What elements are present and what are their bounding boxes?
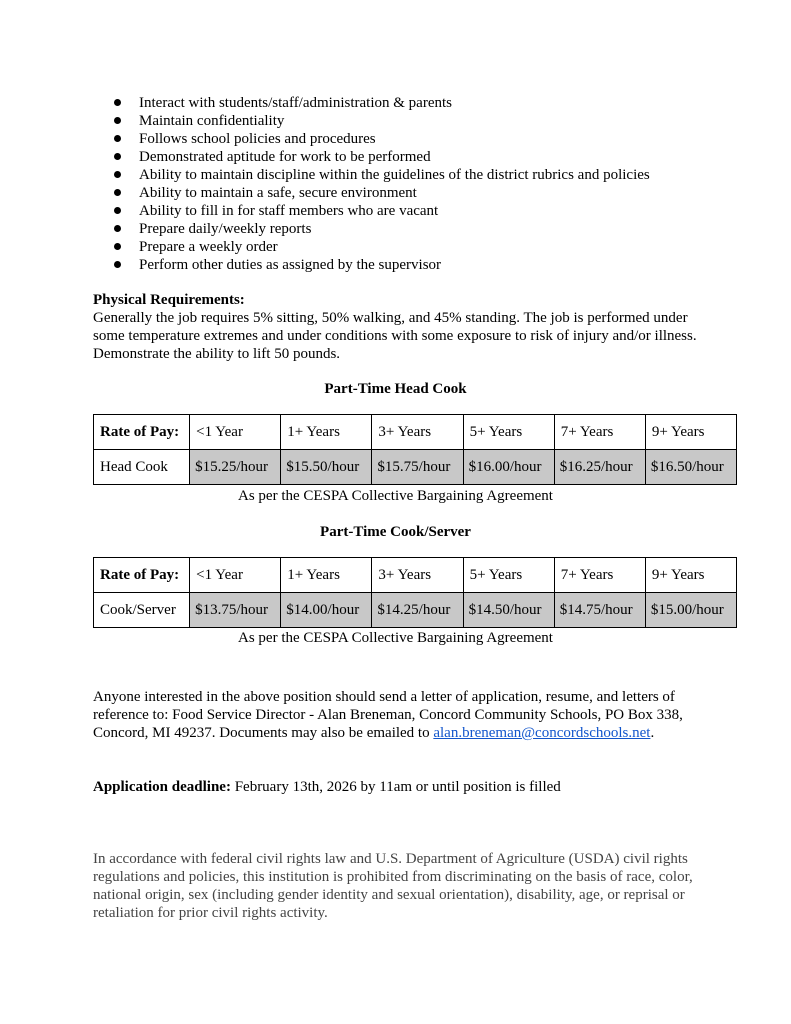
list-item: Follows school policies and procedures bbox=[114, 130, 650, 148]
table-cell: $13.75/hour bbox=[190, 593, 281, 628]
civil-rights-statement: In accordance with federal civil rights law and U.S. Department of Agriculture (USDA) civil rights regulations and policies, this institution is prohibited from discriminating on the basis of race, color, national origin, sex (including gender identity and sexual orientation), disability, age, or reprisal or retaliation for prior civil rights activity. bbox=[93, 851, 693, 921]
deadline-label: Application deadline: bbox=[93, 779, 231, 795]
table-cell: $15.25/hour bbox=[190, 450, 281, 485]
table-cell: $15.50/hour bbox=[281, 450, 372, 485]
list-item: Prepare a weekly order bbox=[114, 238, 650, 256]
physical-requirements-heading: Physical Requirements: bbox=[93, 292, 245, 308]
bullet-icon bbox=[114, 153, 121, 160]
table-cell: 7+ Years bbox=[554, 415, 645, 450]
list-item: Interact with students/staff/administration & parents bbox=[114, 94, 650, 112]
table-cell: 5+ Years bbox=[463, 415, 554, 450]
head-cook-pay-table bbox=[93, 414, 737, 485]
table-cell: <1 Year bbox=[190, 415, 281, 450]
head-cook-table-title: Part-Time Head Cook bbox=[324, 381, 467, 397]
table-row bbox=[94, 415, 737, 450]
cook-server-table-note: As per the CESPA Collective Bargaining Agreement bbox=[238, 630, 553, 646]
table-cell: $16.00/hour bbox=[463, 450, 554, 485]
table-cell: $16.25/hour bbox=[554, 450, 645, 485]
table-row bbox=[94, 558, 737, 593]
table-cell: $14.75/hour bbox=[554, 593, 645, 628]
table-cell: 9+ Years bbox=[645, 415, 736, 450]
deadline-value: February 13th, 2026 by 11am or until position is filled bbox=[230, 779, 561, 795]
cook-server-table-title: Part-Time Cook/Server bbox=[320, 524, 471, 540]
table-cell: 9+ Years bbox=[645, 558, 736, 593]
list-item: Ability to fill in for staff members who are vacant bbox=[114, 202, 650, 220]
table-cell: 1+ Years bbox=[281, 558, 372, 593]
bullet-icon bbox=[114, 243, 121, 250]
table-cell: 3+ Years bbox=[372, 558, 463, 593]
table-cell: $15.00/hour bbox=[645, 593, 736, 628]
table-cell: $14.50/hour bbox=[463, 593, 554, 628]
bullet-icon bbox=[114, 171, 121, 178]
email-link[interactable]: alan.breneman@concordschools.net bbox=[433, 725, 651, 741]
table-cell: $14.25/hour bbox=[372, 593, 463, 628]
table-cell: $16.50/hour bbox=[645, 450, 736, 485]
table-cell: $14.00/hour bbox=[281, 593, 372, 628]
bullet-icon bbox=[114, 135, 121, 142]
table-cell: 5+ Years bbox=[463, 558, 554, 593]
bullet-icon bbox=[114, 225, 121, 232]
table-cell: $15.75/hour bbox=[372, 450, 463, 485]
physical-requirements-text: Generally the job requires 5% sitting, 50% walking, and 45% standing. The job is performed under some temperature extremes and under conditions with some exposure to risk of injury and/or illness. Demonstrate the ability to lift 50 pounds. bbox=[93, 310, 697, 362]
list-item: Demonstrated aptitude for work to be performed bbox=[114, 148, 650, 166]
table-cell: 7+ Years bbox=[554, 558, 645, 593]
bullet-icon bbox=[114, 189, 121, 196]
table-row bbox=[94, 593, 737, 628]
bullet-icon bbox=[114, 117, 121, 124]
list-item: Prepare daily/weekly reports bbox=[114, 220, 650, 238]
table-cell: <1 Year bbox=[190, 558, 281, 593]
list-item: Ability to maintain discipline within the guidelines of the district rubrics and policies bbox=[114, 166, 650, 184]
list-item: Perform other duties as assigned by the supervisor bbox=[114, 256, 650, 274]
list-item: Maintain confidentiality bbox=[114, 112, 650, 130]
bullet-icon bbox=[114, 99, 121, 106]
table-cell: 1+ Years bbox=[281, 415, 372, 450]
table-cell: Rate of Pay: bbox=[94, 415, 190, 450]
head-cook-table-note: As per the CESPA Collective Bargaining Agreement bbox=[238, 488, 553, 504]
duties-list bbox=[114, 94, 650, 274]
cook-server-pay-table bbox=[93, 557, 737, 628]
list-item: Ability to maintain a safe, secure environment bbox=[114, 184, 650, 202]
table-cell: Cook/Server bbox=[94, 593, 190, 628]
bullet-icon bbox=[114, 207, 121, 214]
application-deadline bbox=[93, 778, 703, 796]
table-cell: 3+ Years bbox=[372, 415, 463, 450]
table-row bbox=[94, 450, 737, 485]
bullet-icon bbox=[114, 261, 121, 268]
table-cell: Head Cook bbox=[94, 450, 190, 485]
table-cell: Rate of Pay: bbox=[94, 558, 190, 593]
application-instructions: Anyone interested in the above position should send a letter of application, resume, and letters of reference to: Food Service Director - Alan Breneman, Concord Community Schools, PO Box 338, Concord, MI 49237. Documents may also be emailed to alan.breneman@concordschools.net. bbox=[93, 689, 683, 741]
